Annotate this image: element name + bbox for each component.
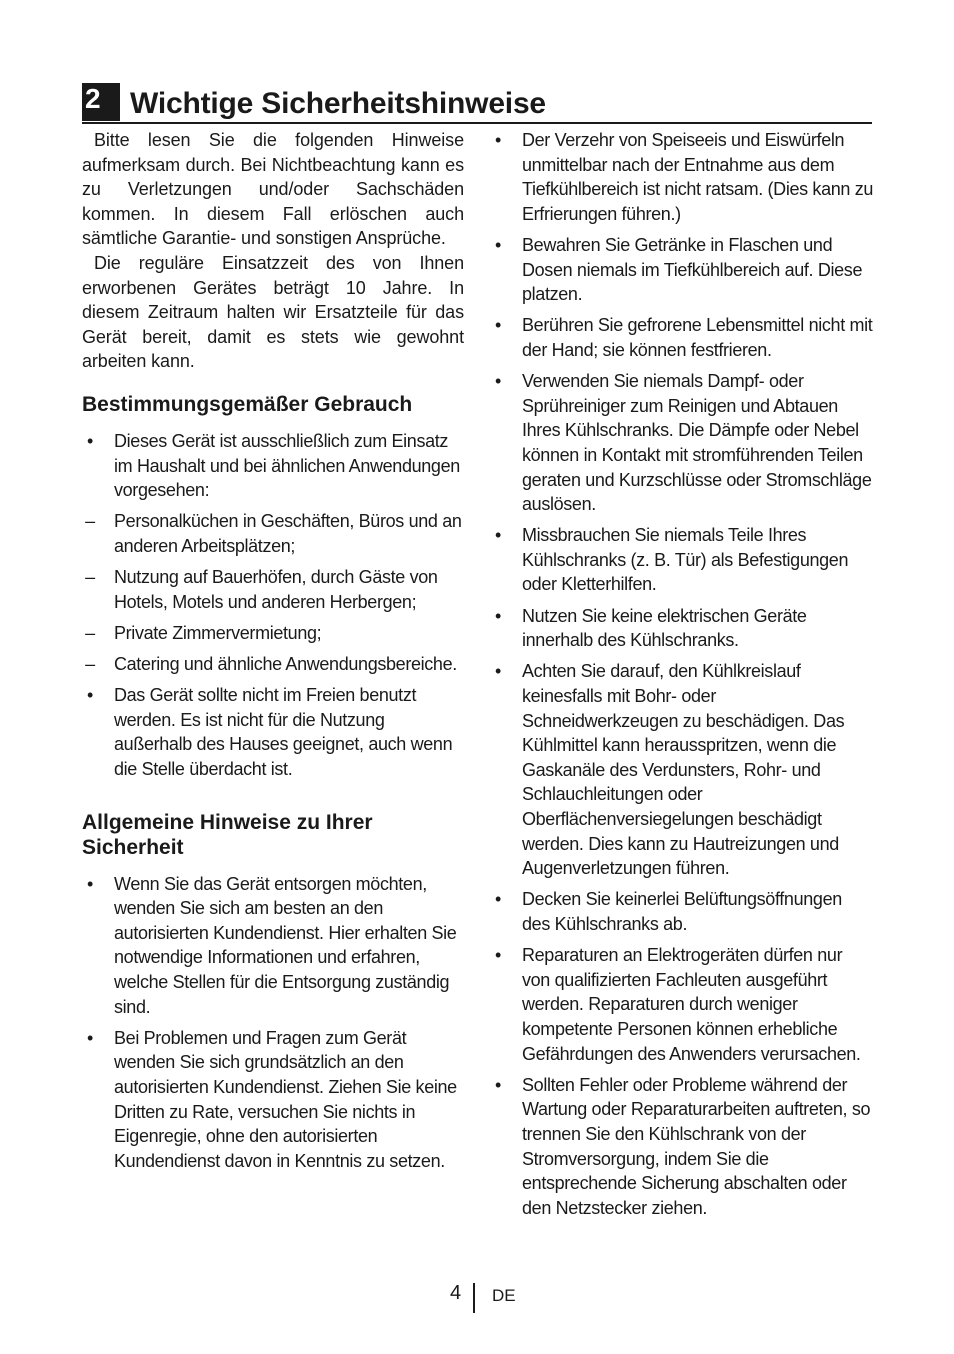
list-item-text: Verwenden Sie niemals Dampf- oder Sprühreiniger zum Reinigen und Abtauen Ihres Kühlschranks. Die Dämpfe oder Nebel können in Kontakt mit stromführenden Teilen geraten und Kurzschlüsse oder Stromschläge auslösen. bbox=[522, 371, 872, 515]
list-item-text: Berühren Sie gefrorene Lebensmittel nicht mit der Hand; sie können festfrieren. bbox=[522, 315, 873, 360]
list-item bbox=[490, 313, 874, 362]
page-number: 4 bbox=[450, 1282, 462, 1304]
list-item bbox=[490, 233, 874, 307]
list-item-text: Decken Sie keinerlei Belüftungsöffnungen des Kühlschranks ab. bbox=[522, 889, 842, 934]
list-item-text: Sollten Fehler oder Probleme während der Wartung oder Reparaturarbeiten auftreten, so trennen Sie den Kühlschrank von der Stromversorgung, indem Sie die entsprechende Sicherung abschalten oder den Netzstecker ziehen. bbox=[522, 1074, 871, 1218]
dash-mark: – bbox=[85, 654, 95, 675]
section-heading-intended-use: Bestimmungsgemäßer Gebrauch bbox=[82, 392, 413, 416]
list-item-text: Wenn Sie das Gerät entsorgen möchten, wenden Sie sich am besten an den autorisierten Kundendienst. Hier erhalten Sie notwendige Informationen und erfahren, welche Stellen für die Entsorgung zuständig sind. bbox=[114, 873, 457, 1017]
intro-paragraph: Bitte lesen Sie die folgenden Hinweise aufmerksam durch. Bei Nichtbeachtung kann es zu Verletzungen und/oder Sachschäden kommen. In diesem Fall erlöschen auch sämtliche Garantie- und sonstigen Ansprüche. bbox=[82, 130, 464, 249]
bullet-mark: • bbox=[87, 873, 93, 894]
list-item bbox=[490, 659, 874, 880]
list-item-text: Bei Problemen und Fragen zum Gerät wenden Sie sich grundsätzlich an den autorisierten Kundendienst. Ziehen Sie keine Dritten zu Rate, versuchen Sie nichts in Eigenregie, ohne den autorisierten Kundendienst davon in Kenntnis zu setzen. bbox=[114, 1027, 457, 1171]
intended-use-list bbox=[82, 429, 464, 782]
bullet-mark: • bbox=[495, 889, 501, 910]
list-item bbox=[82, 1026, 464, 1174]
bullet-mark: • bbox=[87, 685, 93, 706]
left-column bbox=[82, 128, 464, 1180]
list-item-text: Personalküchen in Geschäften, Büros und an anderen Arbeitsplätzen; bbox=[114, 511, 462, 556]
bullet-mark: • bbox=[495, 525, 501, 546]
list-item bbox=[82, 565, 464, 614]
list-item bbox=[490, 604, 874, 653]
bullet-mark: • bbox=[495, 661, 501, 682]
dash-mark: – bbox=[85, 511, 95, 532]
list-item bbox=[490, 128, 874, 226]
list-item-text: Missbrauchen Sie niemals Teile Ihres Kühlschranks (z. B. Tür) als Befestigungen oder Kletterhilfen. bbox=[522, 525, 849, 595]
dash-mark: – bbox=[85, 622, 95, 643]
bullet-mark: • bbox=[87, 1027, 93, 1048]
bullet-mark: • bbox=[495, 945, 501, 966]
bullet-mark: • bbox=[495, 130, 501, 150]
list-item-text: Bewahren Sie Getränke in Flaschen und Dosen niemals im Tiefkühlbereich auf. Diese platzen. bbox=[522, 234, 863, 305]
list-item-text: Der Verzehr von Speiseeis und Eiswürfeln unmittelbar nach der Entnahme aus dem Tiefkühlbereich ist nicht ratsam. (Dies kann zu Erfrierungen führen.) bbox=[522, 130, 874, 224]
list-item-text: Reparaturen an Elektrogeräten dürfen nur von qualifizierten Fachleuten ausgeführt werden. Reparaturen durch weniger kompetente Personen können erhebliche Gefährdungen des Anwenders verursachen. bbox=[522, 945, 861, 1064]
section-heading-safety: Allgemeine Hinweise zu Ihrer Sicherheit bbox=[82, 810, 373, 859]
dash-mark: – bbox=[85, 567, 95, 588]
list-item bbox=[490, 1073, 874, 1221]
list-item bbox=[82, 652, 464, 677]
chapter-number: 2 bbox=[82, 83, 120, 121]
list-item-text: Nutzung auf Bauerhöfen, durch Gäste von Hotels, Motels und anderen Herbergen; bbox=[114, 567, 438, 612]
footer-divider bbox=[473, 1283, 475, 1313]
safety-list bbox=[82, 872, 464, 1174]
bullet-mark: • bbox=[495, 315, 501, 336]
list-item bbox=[490, 887, 874, 936]
list-item-text: Achten Sie darauf, den Kühlkreislauf keinesfalls mit Bohr- oder Schneidwerkzeugen zu beschädigen. Das Kühlmittel kann herausspritzen, wenn die Gaskanäle des Verdunsters, Rohr- und Schlauchleitungen oder Oberflächenversiegelungen beschädigt werden. Dies kann zu Hautreizungen und Augenverletzungen führen. bbox=[522, 661, 845, 879]
list-item bbox=[82, 429, 464, 503]
bullet-mark: • bbox=[495, 371, 501, 392]
list-item bbox=[490, 523, 874, 597]
right-column bbox=[490, 128, 874, 1227]
intro-paragraph: Die reguläre Einsatzzeit des von Ihnen erworbenen Gerätes beträgt 10 Jahre. In diesem Zeitraum halten wir Ersatzteile für das Gerät bereit, damit es stets wie gewohnt arbeiten kann. bbox=[82, 252, 464, 372]
list-item-text: Das Gerät sollte nicht im Freien benutzt werden. Es ist nicht für die Nutzung außerhalb des Hauses geeignet, auch wenn die Stelle überdacht ist. bbox=[114, 685, 453, 780]
safety-list-continued bbox=[490, 128, 874, 1220]
bullet-mark: • bbox=[495, 1074, 501, 1095]
list-item-text: Catering und ähnliche Anwendungsbereiche. bbox=[114, 654, 457, 675]
list-item bbox=[82, 621, 464, 646]
bullet-mark: • bbox=[87, 430, 93, 451]
title-rule bbox=[82, 122, 872, 124]
list-item bbox=[490, 943, 874, 1066]
list-item-text: Nutzen Sie keine elektrischen Geräte innerhalb des Kühlschranks. bbox=[522, 605, 807, 651]
list-item bbox=[490, 369, 874, 517]
list-item bbox=[82, 509, 464, 558]
page-title: Wichtige Sicherheitshinweise bbox=[130, 87, 546, 120]
language-code: DE bbox=[492, 1286, 516, 1305]
list-item-text: Private Zimmervermietung; bbox=[114, 622, 322, 643]
bullet-mark: • bbox=[495, 234, 501, 255]
list-item bbox=[82, 872, 464, 1020]
list-item-text: Dieses Gerät ist ausschließlich zum Einsatz im Haushalt und bei ähnlichen Anwendungen vorgesehen: bbox=[114, 430, 460, 501]
bullet-mark: • bbox=[495, 605, 501, 626]
list-item bbox=[82, 683, 464, 781]
